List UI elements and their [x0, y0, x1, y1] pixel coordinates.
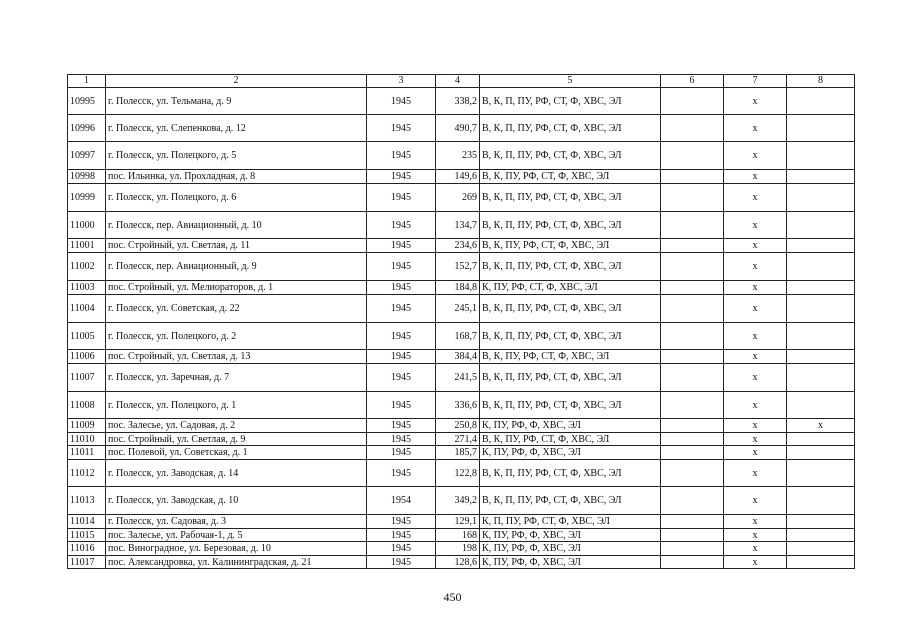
table-row — [68, 350, 855, 364]
year-cell: 1945 — [367, 433, 436, 446]
column-6-cell — [661, 184, 724, 212]
area-cell: 168 — [436, 529, 480, 542]
year-cell: 1945 — [367, 515, 436, 529]
column-8-cell — [787, 556, 855, 569]
table-row — [68, 142, 855, 170]
area-cell: 241,5 — [436, 364, 480, 392]
area-cell: 198 — [436, 542, 480, 556]
page-number: 450 — [443, 590, 462, 604]
column-7-cell: х — [724, 295, 787, 323]
column-6-cell — [661, 323, 724, 350]
column-6-cell — [661, 350, 724, 364]
area-cell: 185,7 — [436, 446, 480, 460]
column-6-cell — [661, 542, 724, 556]
utilities-cell: К, ПУ, РФ, Ф, ХВС, ЭЛ — [480, 542, 661, 556]
table-row — [68, 542, 855, 556]
record-number-cell: 11014 — [68, 515, 106, 529]
year-cell: 1945 — [367, 392, 436, 419]
area-cell: 250,8 — [436, 419, 480, 433]
table-row — [68, 184, 855, 212]
year-cell: 1945 — [367, 446, 436, 460]
year-cell: 1945 — [367, 460, 436, 487]
column-7-cell: х — [724, 487, 787, 515]
address-cell: пос. Залесье, ул. Рабочая-1, д. 5 — [106, 529, 367, 542]
year-cell: 1945 — [367, 88, 436, 115]
address-cell: г. Полесск, ул. Заводская, д. 14 — [106, 460, 367, 487]
address-cell: г. Полесск, ул. Полецкого, д. 1 — [106, 392, 367, 419]
record-number-cell: 11002 — [68, 253, 106, 281]
area-cell: 245,1 — [436, 295, 480, 323]
column-6-cell — [661, 446, 724, 460]
column-6-cell — [661, 212, 724, 239]
area-cell: 168,7 — [436, 323, 480, 350]
record-number-cell: 11009 — [68, 419, 106, 433]
year-cell: 1945 — [367, 350, 436, 364]
address-cell: пос. Стройный, ул. Светлая, д. 13 — [106, 350, 367, 364]
register-table — [67, 74, 855, 569]
utilities-cell: В, К, П, ПУ, РФ, СТ, Ф, ХВС, ЭЛ — [480, 253, 661, 281]
record-number-cell: 11005 — [68, 323, 106, 350]
area-cell: 490,7 — [436, 115, 480, 142]
area-cell: 384,4 — [436, 350, 480, 364]
column-7-cell: х — [724, 142, 787, 170]
record-number-cell: 11007 — [68, 364, 106, 392]
address-cell: г. Полесск, ул. Советская, д. 22 — [106, 295, 367, 323]
record-number-cell: 11010 — [68, 433, 106, 446]
utilities-cell: В, К, П, ПУ, РФ, СТ, Ф, ХВС, ЭЛ — [480, 487, 661, 515]
table-row — [68, 170, 855, 184]
column-7-cell: х — [724, 184, 787, 212]
address-cell: пос. Виноградное, ул. Березовая, д. 10 — [106, 542, 367, 556]
record-number-cell: 11003 — [68, 281, 106, 295]
address-cell: пос. Ильинка, ул. Прохладная, д. 8 — [106, 170, 367, 184]
column-7-cell: х — [724, 460, 787, 487]
area-cell: 235 — [436, 142, 480, 170]
header-cell-3: 3 — [367, 75, 436, 88]
utilities-cell: К, П, ПУ, РФ, СТ, Ф, ХВС, ЭЛ — [480, 515, 661, 529]
column-7-cell: х — [724, 239, 787, 253]
record-number-cell: 11012 — [68, 460, 106, 487]
table-row — [68, 212, 855, 239]
year-cell: 1945 — [367, 212, 436, 239]
address-cell: г. Полесск, ул. Садовая, д. 3 — [106, 515, 367, 529]
year-cell: 1945 — [367, 295, 436, 323]
column-6-cell — [661, 460, 724, 487]
column-8-cell — [787, 295, 855, 323]
column-8-cell — [787, 350, 855, 364]
year-cell: 1945 — [367, 253, 436, 281]
utilities-cell: К, ПУ, РФ, Ф, ХВС, ЭЛ — [480, 446, 661, 460]
utilities-cell: В, К, П, ПУ, РФ, СТ, Ф, ХВС, ЭЛ — [480, 142, 661, 170]
column-8-cell — [787, 515, 855, 529]
column-6-cell — [661, 142, 724, 170]
address-cell: пос. Александровка, ул. Калининградская, д. 21 — [106, 556, 367, 569]
address-cell: г. Полесск, ул. Слепенкова, д. 12 — [106, 115, 367, 142]
area-cell: 338,2 — [436, 88, 480, 115]
column-6-cell — [661, 433, 724, 446]
column-7-cell: х — [724, 364, 787, 392]
column-8-cell — [787, 142, 855, 170]
column-8-cell: х — [787, 419, 855, 433]
address-cell: г. Полесск, ул. Заречная, д. 7 — [106, 364, 367, 392]
column-7-cell: х — [724, 212, 787, 239]
column-6-cell — [661, 88, 724, 115]
table-row — [68, 281, 855, 295]
column-6-cell — [661, 295, 724, 323]
utilities-cell: К, ПУ, РФ, Ф, ХВС, ЭЛ — [480, 529, 661, 542]
table-row — [68, 239, 855, 253]
table-row — [68, 88, 855, 115]
utilities-cell: В, К, П, ПУ, РФ, СТ, Ф, ХВС, ЭЛ — [480, 212, 661, 239]
column-7-cell: х — [724, 542, 787, 556]
year-cell: 1945 — [367, 542, 436, 556]
utilities-cell: В, К, П, ПУ, РФ, СТ, Ф, ХВС, ЭЛ — [480, 115, 661, 142]
column-7-cell: х — [724, 446, 787, 460]
utilities-cell: В, К, П, ПУ, РФ, СТ, Ф, ХВС, ЭЛ — [480, 323, 661, 350]
address-cell: пос. Стройный, ул. Мелиораторов, д. 1 — [106, 281, 367, 295]
record-number-cell: 10998 — [68, 170, 106, 184]
address-cell: г. Полесск, ул. Тельмана, д. 9 — [106, 88, 367, 115]
column-7-cell: х — [724, 170, 787, 184]
utilities-cell: В, К, ПУ, РФ, СТ, Ф, ХВС, ЭЛ — [480, 433, 661, 446]
table-row — [68, 446, 855, 460]
column-8-cell — [787, 364, 855, 392]
header-cell-6: 6 — [661, 75, 724, 88]
utilities-cell: В, К, П, ПУ, РФ, СТ, Ф, ХВС, ЭЛ — [480, 184, 661, 212]
table-row — [68, 253, 855, 281]
year-cell: 1945 — [367, 170, 436, 184]
column-6-cell — [661, 515, 724, 529]
record-number-cell: 11004 — [68, 295, 106, 323]
column-8-cell — [787, 212, 855, 239]
table-row — [68, 487, 855, 515]
utilities-cell: В, К, П, ПУ, РФ, СТ, Ф, ХВС, ЭЛ — [480, 364, 661, 392]
column-8-cell — [787, 170, 855, 184]
utilities-cell: В, К, П, ПУ, РФ, СТ, Ф, ХВС, ЭЛ — [480, 392, 661, 419]
table-row — [68, 392, 855, 419]
column-8-cell — [787, 281, 855, 295]
address-cell: г. Полесск, ул. Полецкого, д. 6 — [106, 184, 367, 212]
record-number-cell: 11013 — [68, 487, 106, 515]
column-7-cell: х — [724, 515, 787, 529]
record-number-cell: 11001 — [68, 239, 106, 253]
column-7-cell: х — [724, 88, 787, 115]
table-row — [68, 515, 855, 529]
column-7-cell: х — [724, 419, 787, 433]
record-number-cell: 10999 — [68, 184, 106, 212]
column-8-cell — [787, 253, 855, 281]
year-cell: 1945 — [367, 323, 436, 350]
column-6-cell — [661, 115, 724, 142]
column-7-cell: х — [724, 529, 787, 542]
column-7-cell: х — [724, 253, 787, 281]
column-6-cell — [661, 281, 724, 295]
column-6-cell — [661, 239, 724, 253]
column-6-cell — [661, 392, 724, 419]
header-cell-7: 7 — [724, 75, 787, 88]
year-cell: 1945 — [367, 364, 436, 392]
year-cell: 1954 — [367, 487, 436, 515]
column-8-cell — [787, 446, 855, 460]
record-number-cell: 11006 — [68, 350, 106, 364]
column-7-cell: х — [724, 281, 787, 295]
column-8-cell — [787, 239, 855, 253]
column-6-cell — [661, 529, 724, 542]
utilities-cell: К, ПУ, РФ, Ф, ХВС, ЭЛ — [480, 419, 661, 433]
table-row — [68, 556, 855, 569]
column-8-cell — [787, 529, 855, 542]
record-number-cell: 10995 — [68, 88, 106, 115]
address-cell: г. Полесск, ул. Полецкого, д. 5 — [106, 142, 367, 170]
column-8-cell — [787, 88, 855, 115]
column-7-cell: х — [724, 392, 787, 419]
address-cell: пос. Залесье, ул. Садовая, д. 2 — [106, 419, 367, 433]
record-number-cell: 11008 — [68, 392, 106, 419]
header-cell-8: 8 — [787, 75, 855, 88]
table-row — [68, 433, 855, 446]
column-6-cell — [661, 487, 724, 515]
column-6-cell — [661, 253, 724, 281]
year-cell: 1945 — [367, 239, 436, 253]
year-cell: 1945 — [367, 529, 436, 542]
header-cell-5: 5 — [480, 75, 661, 88]
area-cell: 184,8 — [436, 281, 480, 295]
area-cell: 271,4 — [436, 433, 480, 446]
record-number-cell: 11016 — [68, 542, 106, 556]
area-cell: 336,6 — [436, 392, 480, 419]
table-row — [68, 364, 855, 392]
area-cell: 349,2 — [436, 487, 480, 515]
year-cell: 1945 — [367, 142, 436, 170]
address-cell: г. Полесск, пер. Авиационный, д. 9 — [106, 253, 367, 281]
record-number-cell: 11015 — [68, 529, 106, 542]
year-cell: 1945 — [367, 184, 436, 212]
area-cell: 149,6 — [436, 170, 480, 184]
area-cell: 129,1 — [436, 515, 480, 529]
address-cell: г. Полесск, пер. Авиационный, д. 10 — [106, 212, 367, 239]
table-row — [68, 529, 855, 542]
column-7-cell: х — [724, 556, 787, 569]
address-cell: г. Полесск, ул. Полецкого, д. 2 — [106, 323, 367, 350]
utilities-cell: В, К, ПУ, РФ, СТ, Ф, ХВС, ЭЛ — [480, 239, 661, 253]
year-cell: 1945 — [367, 115, 436, 142]
column-7-cell: х — [724, 433, 787, 446]
address-cell: г. Полесск, ул. Заводская, д. 10 — [106, 487, 367, 515]
record-number-cell: 11017 — [68, 556, 106, 569]
utilities-cell: К, ПУ, РФ, Ф, ХВС, ЭЛ — [480, 556, 661, 569]
utilities-cell: В, К, П, ПУ, РФ, СТ, Ф, ХВС, ЭЛ — [480, 88, 661, 115]
column-6-cell — [661, 556, 724, 569]
table-row — [68, 295, 855, 323]
area-cell: 134,7 — [436, 212, 480, 239]
column-8-cell — [787, 323, 855, 350]
column-8-cell — [787, 460, 855, 487]
column-8-cell — [787, 184, 855, 212]
utilities-cell: В, К, ПУ, РФ, СТ, Ф, ХВС, ЭЛ — [480, 170, 661, 184]
utilities-cell: В, К, П, ПУ, РФ, СТ, Ф, ХВС, ЭЛ — [480, 295, 661, 323]
area-cell: 128,6 — [436, 556, 480, 569]
column-6-cell — [661, 364, 724, 392]
header-cell-2: 2 — [106, 75, 367, 88]
record-number-cell: 11000 — [68, 212, 106, 239]
record-number-cell: 10996 — [68, 115, 106, 142]
utilities-cell: В, К, П, ПУ, РФ, СТ, Ф, ХВС, ЭЛ — [480, 460, 661, 487]
record-number-cell: 10997 — [68, 142, 106, 170]
column-8-cell — [787, 542, 855, 556]
column-7-cell: х — [724, 350, 787, 364]
record-number-cell: 11011 — [68, 446, 106, 460]
year-cell: 1945 — [367, 556, 436, 569]
column-8-cell — [787, 115, 855, 142]
year-cell: 1945 — [367, 419, 436, 433]
column-7-cell: х — [724, 323, 787, 350]
column-8-cell — [787, 487, 855, 515]
column-7-cell: х — [724, 115, 787, 142]
table-row — [68, 460, 855, 487]
address-cell: пос. Стройный, ул. Светлая, д. 11 — [106, 239, 367, 253]
area-cell: 152,7 — [436, 253, 480, 281]
area-cell: 234,6 — [436, 239, 480, 253]
column-6-cell — [661, 419, 724, 433]
utilities-cell: В, К, ПУ, РФ, СТ, Ф, ХВС, ЭЛ — [480, 350, 661, 364]
address-cell: пос. Стройный, ул. Светлая, д. 9 — [106, 433, 367, 446]
column-6-cell — [661, 170, 724, 184]
year-cell: 1945 — [367, 281, 436, 295]
header-row — [68, 75, 855, 88]
column-8-cell — [787, 433, 855, 446]
column-8-cell — [787, 392, 855, 419]
utilities-cell: К, ПУ, РФ, СТ, Ф, ХВС, ЭЛ — [480, 281, 661, 295]
table-row — [68, 323, 855, 350]
header-cell-1: 1 — [68, 75, 106, 88]
area-cell: 122,8 — [436, 460, 480, 487]
table-row — [68, 115, 855, 142]
header-cell-4: 4 — [436, 75, 480, 88]
table-row — [68, 419, 855, 433]
address-cell: пос. Полевой, ул. Советская, д. 1 — [106, 446, 367, 460]
area-cell: 269 — [436, 184, 480, 212]
